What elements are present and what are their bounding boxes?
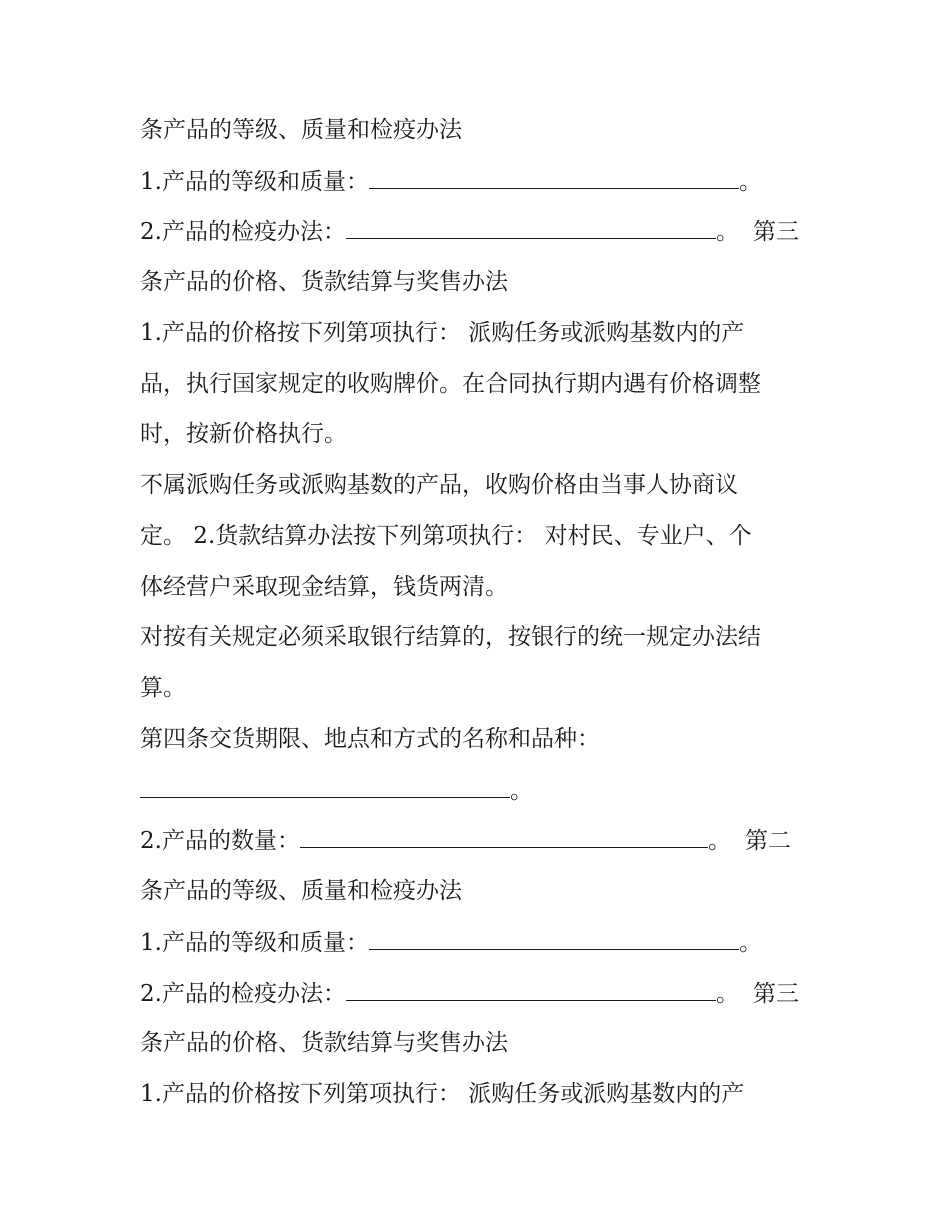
line-text: 对按有关规定必须采取银行结算的，按银行的统一规定办法结: [140, 624, 761, 650]
line-text: 1.产品的价格按下列第项执行： 派购任务或派购基数内的产: [140, 320, 745, 346]
text-line: [140, 1028, 508, 1058]
form-line-quantity: [140, 825, 791, 855]
text-line: [140, 115, 462, 145]
text-line: [140, 267, 508, 297]
text-line: [140, 572, 508, 602]
line-text: 品，执行国家规定的收购牌价。在合同执行期内遇有价格调整: [140, 371, 761, 397]
field-label: 2.产品的检疫办法：: [140, 219, 346, 245]
line-tail: 第三: [752, 981, 799, 1007]
line-tail: 第二: [744, 828, 791, 854]
field-label: 2.产品的数量：: [140, 828, 300, 854]
field-label: 2.产品的检疫办法：: [140, 981, 346, 1007]
line-suffix: 。: [738, 930, 762, 956]
form-line-grade-quality: [140, 166, 762, 196]
fill-in-blank[interactable]: [369, 166, 739, 189]
line-text: 条产品的等级、质量和检疫办法: [140, 878, 462, 904]
line-text: 条产品的等级、质量和检疫办法: [140, 117, 462, 143]
line-text: 条产品的价格、货款结算与奖售办法: [140, 1030, 508, 1056]
line-text: 定。 2.货款结算办法按下列第项执行： 对村民、专业户、个: [140, 523, 752, 549]
fill-in-blank[interactable]: [346, 216, 716, 239]
text-line: [140, 470, 738, 500]
text-line: [140, 369, 761, 399]
text-line: [140, 521, 752, 551]
fill-in-blank[interactable]: [140, 775, 510, 798]
line-suffix: 。: [707, 828, 731, 854]
text-line: [140, 876, 462, 906]
form-line-quarantine: [140, 216, 799, 246]
text-line: [140, 673, 186, 703]
text-line: [140, 724, 600, 754]
line-text: 第四条交货期限、地点和方式的名称和品种：: [140, 726, 600, 752]
form-line-quarantine: [140, 978, 799, 1008]
field-label: 1.产品的等级和质量：: [140, 930, 369, 956]
text-line: [140, 419, 347, 449]
line-text: 时，按新价格执行。: [140, 421, 347, 447]
line-suffix: 。: [715, 981, 739, 1007]
line-suffix: 。: [715, 219, 739, 245]
line-text: 体经营户采取现金结算，钱货两清。: [140, 574, 508, 600]
fill-in-blank[interactable]: [300, 825, 708, 848]
field-label: 1.产品的等级和质量：: [140, 169, 369, 195]
form-line-blank: [140, 775, 533, 805]
line-text: 1.产品的价格按下列第项执行： 派购任务或派购基数内的产: [140, 1081, 745, 1107]
text-line: [140, 318, 744, 348]
form-line-grade-quality: [140, 927, 762, 957]
line-tail: 第三: [752, 219, 799, 245]
fill-in-blank[interactable]: [346, 978, 716, 1001]
line-text: 算。: [140, 675, 186, 701]
line-text: 条产品的价格、货款结算与奖售办法: [140, 269, 508, 295]
line-suffix: 。: [510, 778, 533, 804]
line-suffix: 。: [738, 169, 762, 195]
line-text: 不属派购任务或派购基数的产品，收购价格由当事人协商议: [140, 472, 738, 498]
fill-in-blank[interactable]: [369, 927, 739, 950]
text-line: [140, 622, 761, 652]
text-line: [140, 1079, 744, 1109]
